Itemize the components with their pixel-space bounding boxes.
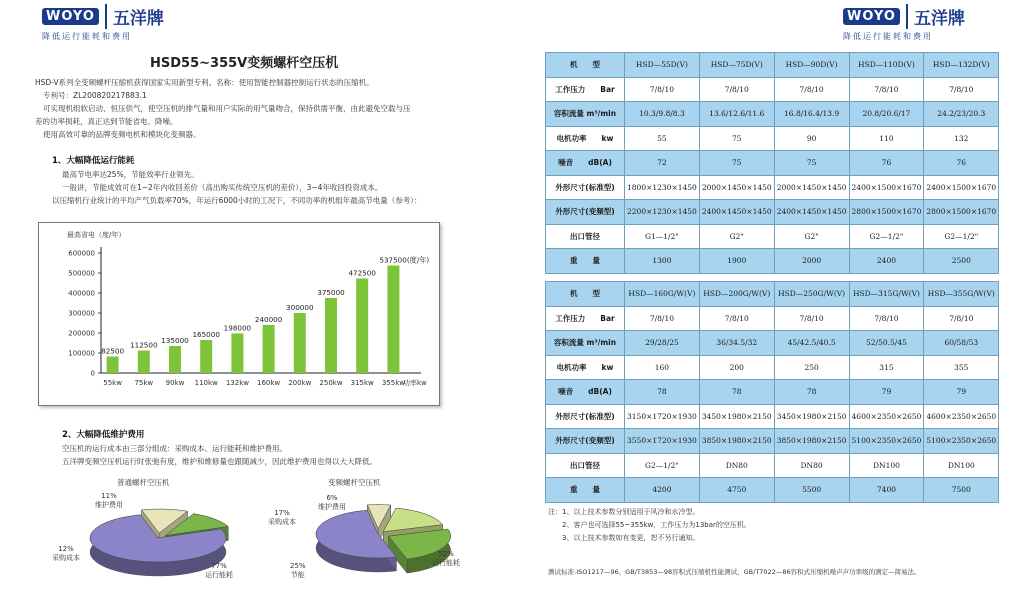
pie2-saving-name: 节能 [290, 571, 305, 579]
note-line: 2、客户也可选择55~355kw，工作压力为13bar的空压机。 [548, 521, 751, 529]
table-row [546, 404, 999, 429]
table-cell: 2400×1500×1670 [924, 175, 999, 200]
table-cell: 2000×1450×1450 [774, 175, 849, 200]
row-header: 机 型 [546, 53, 625, 78]
brand-left [42, 4, 164, 42]
row-header: 容积流量 m³/min [546, 331, 625, 356]
row-header: 容积流量 m³/min [546, 102, 625, 127]
x-tick-label: 200kw [288, 379, 312, 387]
row-header: 外形尺寸(标准型) [546, 175, 625, 200]
bar-value-label: 240000 [254, 315, 283, 324]
table-cell: HSD—110D(V) [849, 53, 924, 78]
bar-value-label: 300000 [286, 303, 314, 312]
bar-value-label: 472500 [348, 268, 376, 278]
bar [169, 346, 181, 373]
y-tick-label: 300000 [68, 309, 95, 318]
table-row [546, 306, 999, 331]
table-row [546, 249, 999, 274]
pie1-maint-pct: 11% [101, 492, 117, 500]
x-axis-label: 功率kw [403, 379, 427, 387]
brand-logo: WOYO [843, 8, 900, 25]
y-axis-label: 最高省电（度/年） [67, 231, 126, 239]
table-row [546, 126, 999, 151]
table-cell: 3850×1980×2150 [699, 429, 774, 454]
bar-value-label: 537500(度/年) [379, 255, 430, 265]
table-cell: 4750 [699, 478, 774, 503]
table-cell: 4600×2350×2650 [924, 404, 999, 429]
x-tick-label: 132kw [225, 379, 249, 387]
row-header: 重 量 [546, 478, 625, 503]
pie1-energy-pct: 77% [211, 562, 227, 570]
table-row [546, 53, 999, 78]
row-header: 重 量 [546, 249, 625, 274]
bar [294, 313, 306, 373]
table-cell: HSD—315G/W(V) [849, 282, 924, 307]
table-cell: 7/8/10 [924, 77, 999, 102]
table-cell: HSD—90D(V) [774, 53, 849, 78]
table-cell: 52/50.5/45 [849, 331, 924, 356]
table-cell: G2—1/2" [849, 224, 924, 249]
test-standards: 测试标准:ISO1217—96、GB/T3853—98容积式压缩机性能测试，GB/T7022—86容积式压缩机噪声声功率级的测定—简易法。 [548, 568, 921, 576]
table-cell: 78 [774, 380, 849, 405]
table-cell: HSD—55D(V) [625, 53, 700, 78]
table-cell: 2400×1450×1450 [774, 200, 849, 225]
table-cell: 1900 [699, 249, 774, 274]
table-cell: 7/8/10 [849, 77, 924, 102]
pie2-label-saving [290, 562, 306, 580]
pie2-maint-pct: 6% [326, 494, 338, 502]
pie2-saving-pct: 25% [290, 562, 306, 570]
pie1-label-maint [95, 492, 123, 510]
table-cell: 200 [699, 355, 774, 380]
table-row [546, 355, 999, 380]
table-cell: HSD—160G/W(V) [625, 282, 700, 307]
pie1-label-energy [205, 562, 233, 580]
pie2-title: 变频螺杆空压机 [328, 478, 381, 487]
table-cell: 3450×1980×2150 [774, 404, 849, 429]
table-cell: 2400 [849, 249, 924, 274]
table-cell: 7/8/10 [625, 77, 700, 102]
table-cell: 13.6/12.6/11.6 [699, 102, 774, 127]
table-cell: 2800×1500×1670 [849, 200, 924, 225]
pie1-energy-name: 运行能耗 [205, 571, 233, 579]
row-header: 出口管径 [546, 224, 625, 249]
row-header: 外形尺寸(标准型) [546, 404, 625, 429]
x-tick-label: 160kw [257, 379, 281, 387]
pie2-chart [280, 488, 470, 590]
table-cell: 3550×1720×1930 [625, 429, 700, 454]
table-cell: 7400 [849, 478, 924, 503]
table-row [546, 331, 999, 356]
y-tick-label: 100000 [68, 349, 95, 358]
row-header: 电机功率 kw [546, 126, 625, 151]
table-cell: 2800×1500×1670 [924, 200, 999, 225]
section1-line: 最高节电率达25%，节能效率行业领先。 [62, 170, 199, 179]
brand-right [843, 4, 965, 42]
bar [231, 333, 243, 373]
bar [356, 279, 368, 374]
table-cell: 1300 [625, 249, 700, 274]
bar-value-label: 112500 [130, 340, 158, 350]
row-header: 外形尺寸(变频型) [546, 429, 625, 454]
table-row [546, 102, 999, 127]
table-cell: 90 [774, 126, 849, 151]
table-cell: 75 [774, 151, 849, 176]
table-cell: 2400×1500×1670 [849, 175, 924, 200]
table-cell: G2" [699, 224, 774, 249]
pie1-maint-name: 维护费用 [95, 501, 123, 509]
row-header: 噪音 dB(A) [546, 380, 625, 405]
section2-line: 五洋牌变频空压机运行时张弛有度，维护和维修量也跟随减少，因此维护费用也得以大大降低。 [62, 457, 377, 466]
table-cell: 7/8/10 [924, 306, 999, 331]
row-header: 机 型 [546, 282, 625, 307]
pie2-purchase-name: 采购成本 [268, 518, 296, 526]
spec-table-1 [545, 52, 999, 274]
intro-line: 专利号：ZL200820217883.1 [43, 91, 147, 100]
table-cell: G2—1/2" [625, 453, 700, 478]
table-cell: 7/8/10 [699, 77, 774, 102]
brand-slogan: 降低运行能耗和费用 [843, 32, 933, 41]
table-row [546, 77, 999, 102]
table-cell: HSD—75D(V) [699, 53, 774, 78]
pie2-label-maint [318, 494, 346, 512]
bar [107, 357, 119, 374]
table-row [546, 175, 999, 200]
table-cell: 76 [849, 151, 924, 176]
table-cell: 60/58/53 [924, 331, 999, 356]
section2-text [62, 442, 377, 468]
x-tick-label: 90kw [165, 379, 185, 387]
table-cell: 78 [625, 380, 700, 405]
note-line: 注：1、以上技术参数分别适用于风冷和水冷型。 [548, 508, 700, 516]
table-cell: HSD—250G/W(V) [774, 282, 849, 307]
y-tick-label: 600000 [68, 249, 95, 258]
table-cell: 2000 [774, 249, 849, 274]
table-cell: 29/28/25 [625, 331, 700, 356]
table-row [546, 453, 999, 478]
x-tick-label: 355kw [381, 379, 405, 387]
row-header: 出口管径 [546, 453, 625, 478]
pie1-purchase-name: 采购成本 [52, 554, 80, 562]
bar [325, 298, 337, 373]
y-tick-label: 200000 [68, 329, 95, 338]
y-tick-label: 0 [90, 369, 95, 378]
brand-name: 五洋牌 [906, 4, 965, 29]
table-cell: 72 [625, 151, 700, 176]
energy-saving-chart [38, 222, 440, 406]
row-header: 外形尺寸(变频型) [546, 200, 625, 225]
pie2-energy-name: 运行能耗 [432, 559, 460, 567]
table-cell: DN100 [924, 453, 999, 478]
table-cell: 355 [924, 355, 999, 380]
x-tick-label: 250kw [319, 379, 343, 387]
table-cell: 7/8/10 [849, 306, 924, 331]
pie1-label-purchase [52, 545, 80, 563]
table-cell: 2400×1450×1450 [699, 200, 774, 225]
bar [200, 340, 212, 373]
section1-line: 一般讲，节能成效可在1~2年内收回差价（高出购买传统空压机的差价），3~4年收回投资成本。 [62, 183, 383, 192]
table-cell: 7/8/10 [625, 306, 700, 331]
pie2-maint-name: 维护费用 [318, 503, 346, 511]
bar-value-label: 165000 [192, 330, 220, 339]
table-row [546, 282, 999, 307]
bar [138, 351, 150, 374]
x-tick-label: 110kw [194, 379, 218, 387]
y-tick-label: 500000 [68, 269, 95, 278]
table-cell: 2200×1230×1450 [625, 200, 700, 225]
table-cell: 4200 [625, 478, 700, 503]
pie2-energy-pct: 52% [438, 550, 454, 558]
table-cell: 3850×1980×2150 [774, 429, 849, 454]
section2-heading: 2、大幅降低维护费用 [62, 430, 145, 440]
pie1-title: 普通螺杆空压机 [117, 478, 170, 487]
table-cell: 75 [699, 126, 774, 151]
x-tick-label: 55kw [103, 379, 122, 387]
pie1-chart [40, 490, 230, 590]
table-row [546, 200, 999, 225]
table-cell: 4600×2350×2650 [849, 404, 924, 429]
spec-table-2 [545, 281, 999, 503]
table-row [546, 380, 999, 405]
table-row [546, 478, 999, 503]
intro-line: 差的功率损耗，真正达到节能省电、降噪。 [35, 117, 178, 126]
note-line: 3、以上技术参数如有变更，恕不另行通知。 [548, 534, 700, 542]
table-cell: 160 [625, 355, 700, 380]
y-tick-label: 400000 [68, 289, 95, 298]
table-cell: 78 [699, 380, 774, 405]
table-cell: 1800×1230×1450 [625, 175, 700, 200]
bar-value-label: 198000 [223, 323, 252, 333]
brand-name: 五洋牌 [105, 4, 164, 29]
row-header: 工作压力 Bar [546, 77, 625, 102]
table-cell: 75 [699, 151, 774, 176]
intro-line: HSD-V系列全变频螺杆压缩机获得国家实用新型专利。名称：使用智能控制器控制运行状态的压缩机。 [35, 78, 374, 87]
table-cell: 10.3/9.8/8.3 [625, 102, 700, 127]
pie2-label-energy [432, 550, 460, 568]
table-cell: 36/34.5/32 [699, 331, 774, 356]
table-cell: 5500 [774, 478, 849, 503]
table-cell: 45/42.5/40.5 [774, 331, 849, 356]
row-header: 工作压力 Bar [546, 306, 625, 331]
table-cell: 79 [849, 380, 924, 405]
section1-heading: 1、大幅降低运行能耗 [52, 156, 135, 166]
table-cell: G1—1/2" [625, 224, 700, 249]
x-tick-label: 315kw [350, 379, 374, 387]
table-cell: 79 [924, 380, 999, 405]
table-cell: 55 [625, 126, 700, 151]
table-cell: 7/8/10 [774, 306, 849, 331]
table-cell: 132 [924, 126, 999, 151]
pie2-purchase-pct: 17% [274, 509, 290, 517]
table-row [546, 151, 999, 176]
table-cell: 7/8/10 [774, 77, 849, 102]
table-cell: HSD—355G/W(V) [924, 282, 999, 307]
table-cell: 2000×1450×1450 [699, 175, 774, 200]
table-cell: 5100×2350×2650 [924, 429, 999, 454]
table-cell: HSD—132D(V) [924, 53, 999, 78]
bar-chart-svg [39, 223, 441, 407]
bar-value-label: 375000 [317, 288, 345, 297]
table-cell: 7500 [924, 478, 999, 503]
section1-text [52, 168, 422, 207]
row-header: 噪音 dB(A) [546, 151, 625, 176]
table-cell: 315 [849, 355, 924, 380]
table-cell: HSD—200G/W(V) [699, 282, 774, 307]
bar [387, 266, 399, 374]
table-cell: DN80 [699, 453, 774, 478]
page-title: HSD55~355V变频螺杆空压机 [150, 56, 339, 71]
table-cell: G2" [774, 224, 849, 249]
section1-line: 以压缩机行业统计的平均产气负载率70%，年运行6000小时的工况下，不同功率的机组年最高节电量（参考）： [52, 196, 422, 205]
table-cell: DN100 [849, 453, 924, 478]
section2-line: 空压机的运行成本由三部分组成：采购成本、运行能耗和维护费用。 [62, 444, 287, 453]
table-cell: 3150×1720×1930 [625, 404, 700, 429]
x-tick-label: 75kw [134, 379, 154, 387]
intro-line: 使用高效可靠的品牌变频电机和模块化变频器。 [43, 130, 201, 139]
table-cell: 20.8/20.6/17 [849, 102, 924, 127]
pie2-label-purchase [268, 509, 296, 527]
row-header: 电机功率 kw [546, 355, 625, 380]
table-row [546, 429, 999, 454]
brand-slogan: 降低运行能耗和费用 [42, 32, 132, 41]
bar [263, 325, 275, 373]
table-cell: DN80 [774, 453, 849, 478]
intro-text [35, 76, 475, 141]
table-cell: 16.8/16.4/13.9 [774, 102, 849, 127]
bar-value-label: 135000 [161, 336, 189, 345]
table-cell: G2—1/2" [924, 224, 999, 249]
table-cell: 250 [774, 355, 849, 380]
table-row [546, 224, 999, 249]
table-cell: 5100×2350×2650 [849, 429, 924, 454]
table-cell: 110 [849, 126, 924, 151]
table-cell: 7/8/10 [699, 306, 774, 331]
intro-line: 可实现机组软启动、恒压供气，使空压机的排气量和用户实际的用气量吻合，保持供需平衡，由此避免空载与压 [43, 104, 411, 113]
notes [548, 506, 751, 545]
table-cell: 76 [924, 151, 999, 176]
brand-logo: WOYO [42, 8, 99, 25]
bar-value-label: 82500 [101, 346, 125, 356]
table-cell: 2500 [924, 249, 999, 274]
table-cell: 3450×1980×2150 [699, 404, 774, 429]
pie1-purchase-pct: 12% [58, 545, 74, 553]
table-cell: 24.2/23/20.3 [924, 102, 999, 127]
